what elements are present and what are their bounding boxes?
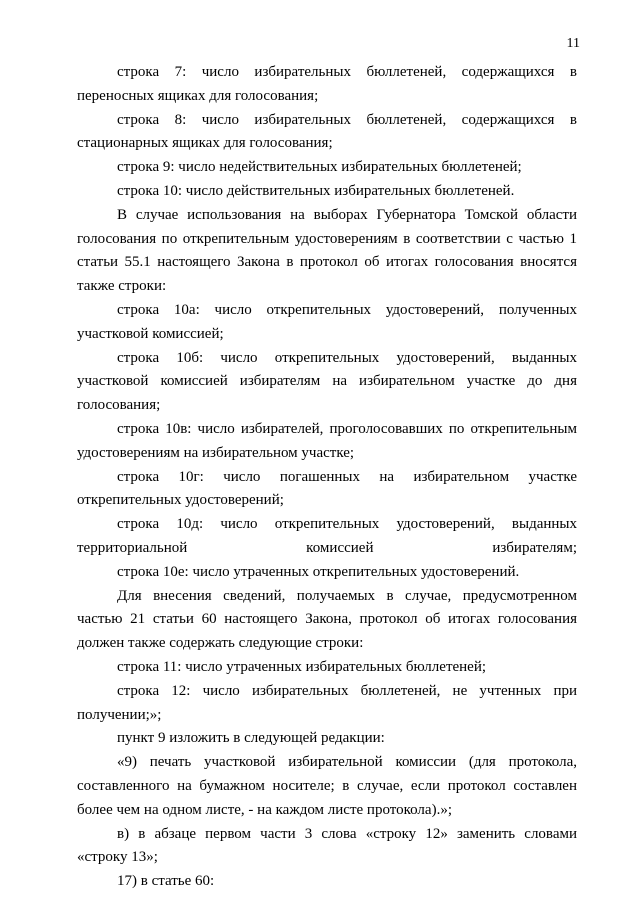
paragraph-line-10d	[77, 513, 577, 561]
paragraph-point-9-text: «9) печать участковой избирательной комиссии (для протокола, составленного на бумажном носителе; в случае, если протокол составлен более чем на одном листе, - на каждом листе протокола).»;	[77, 754, 577, 818]
paragraph-line-10d-text: строка 10д: число открепительных удостоверений, выданных территориальной комиссией избирателям;	[77, 516, 577, 556]
page-number: 11	[566, 36, 580, 51]
paragraph-point-9: пункт 9 изложить в следующей редакции:	[117, 730, 385, 747]
paragraph-absentee-intro: В случае использования на выборах Губернатора Томской области голосования по открепительным удостоверениям в соответствии с частью 1 статьи 55.1 настоящего Закона в протокол об итогах голосования вносятся также строки:	[77, 206, 577, 295]
paragraph-item-v: в) в абзаце первом части 3 слова «строку 12» заменить словами «строку 13»;	[77, 825, 577, 866]
paragraph-line-10a: строка 10а: число открепительных удостоверений, полученных участковой комиссией;	[77, 301, 577, 342]
paragraph-line-12: строка 12: число избирательных бюллетеней, не учтенных при получении;»;	[77, 682, 577, 723]
paragraph-line-7: строка 7: число избирательных бюллетеней, содержащихся в переносных ящиках для голосования;	[77, 64, 577, 104]
paragraph-line-11: строка 11: число утраченных избирательных бюллетеней;	[117, 658, 487, 675]
paragraph-line-10g: строка 10г: число погашенных на избирательном участке открепительных удостоверений;	[77, 468, 577, 509]
paragraph-line-10e: строка 10е: число утраченных открепительных удостоверений.	[117, 563, 520, 580]
paragraph-line-10: строка 10: число действительных избирательных бюллетеней.	[117, 182, 515, 199]
document-body	[77, 61, 577, 894]
paragraph-line-10b: строка 10б: число открепительных удостоверений, выданных участковой комиссией избирателям на избирательном участке до дня голосования;	[77, 349, 577, 414]
paragraph-line-10v: строка 10в: число избирателей, проголосовавших по открепительным удостоверениям на избирательном участке;	[77, 420, 577, 461]
paragraph-line-8: строка 8: число избирательных бюллетеней, содержащихся в стационарных ящиках для голосования;	[77, 111, 577, 152]
paragraph-line-9: строка 9: число недействительных избирательных бюллетеней;	[117, 159, 522, 176]
paragraph-lost-ballots-intro: Для внесения сведений, получаемых в случае, предусмотренном частью 21 статьи 60 настоящего Закона, протокол об итогах голосования должен также содержать следующие строки:	[77, 587, 577, 652]
paragraph-item-17: 17) в статье 60:	[117, 873, 215, 890]
